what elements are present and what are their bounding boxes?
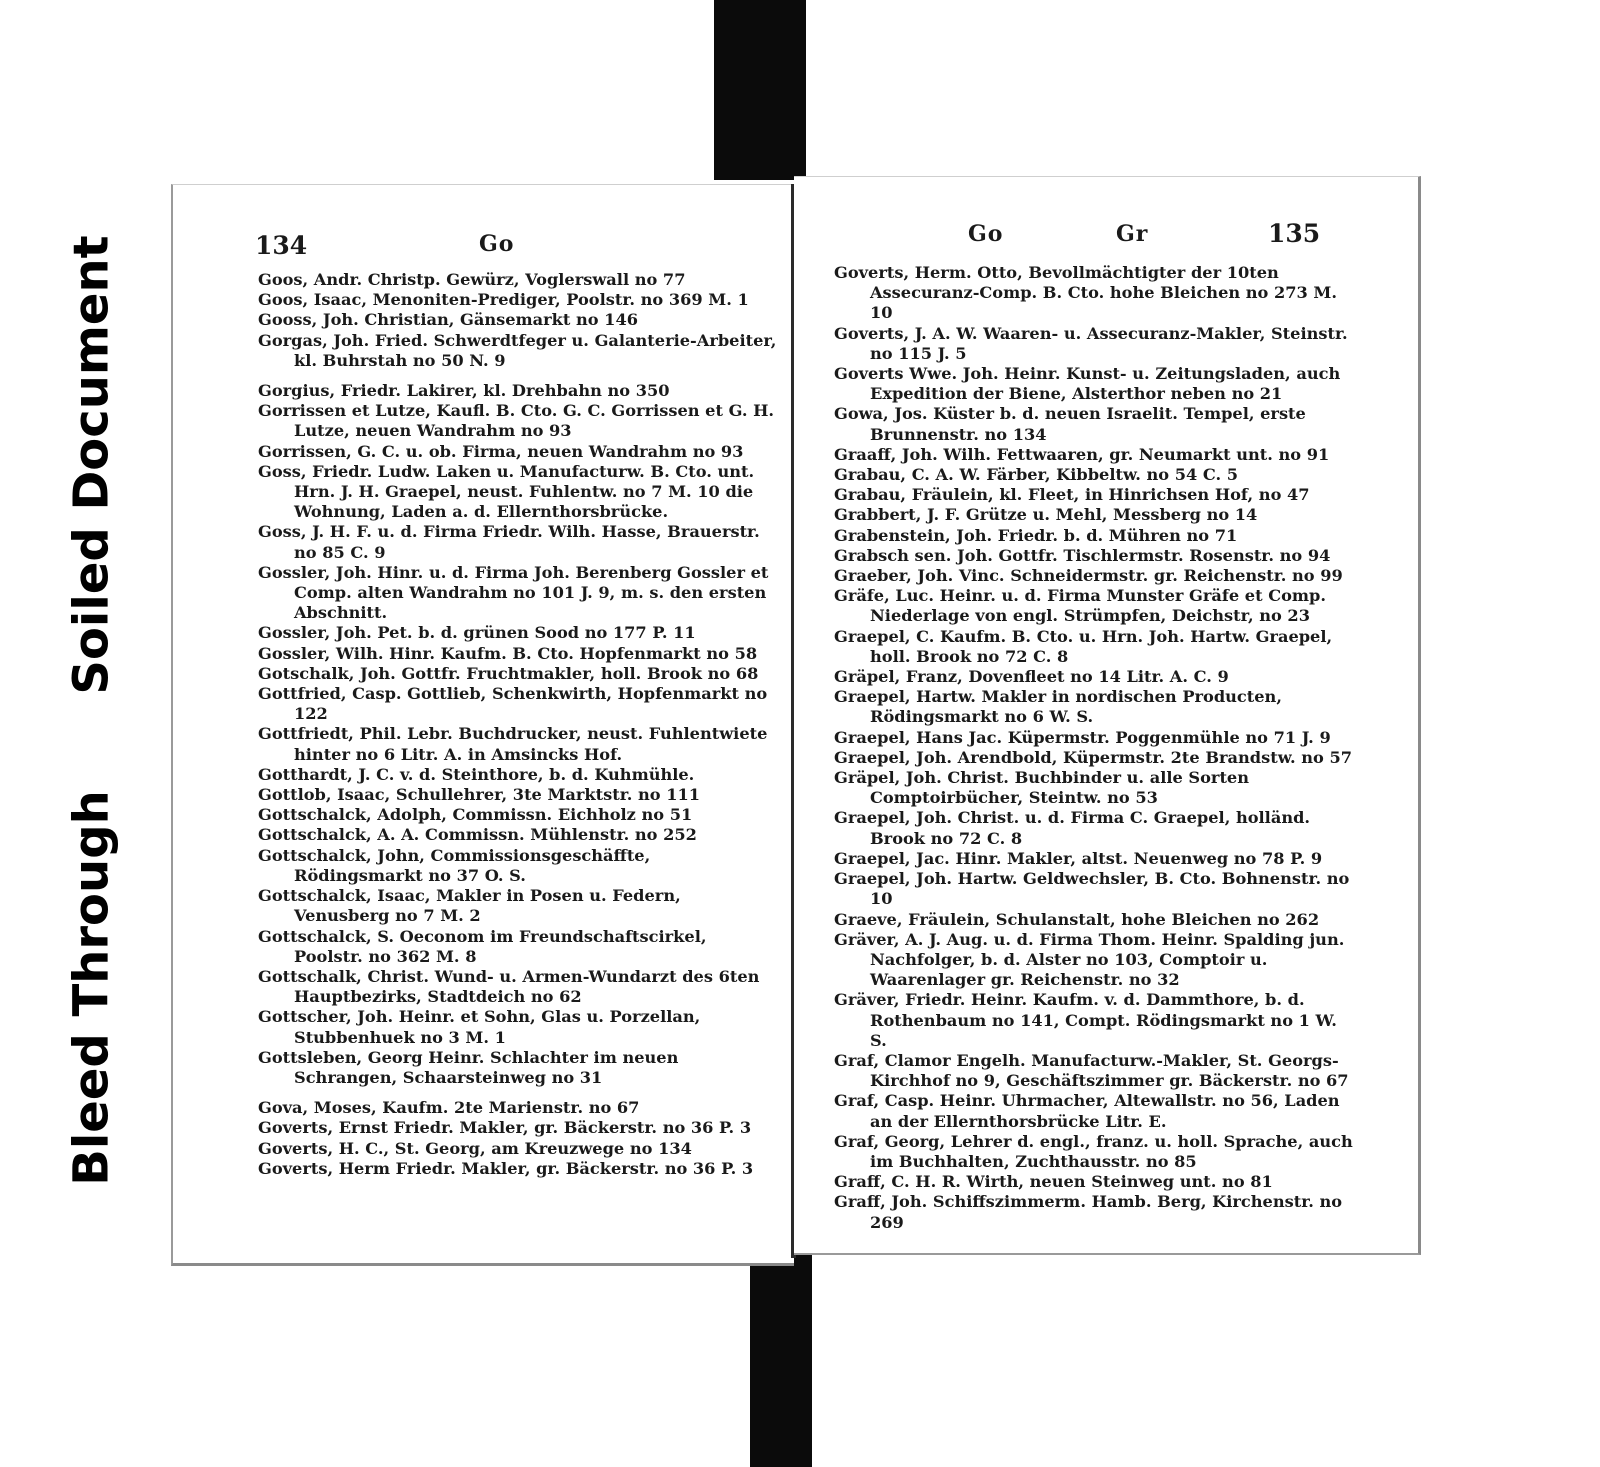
directory-entry: Gottfried, Casp. Gottlieb, Schenkwirth, Hopfenmarkt no 122 [258, 684, 768, 724]
directory-entry: Gräver, Friedr. Heinr. Kaufm. v. d. Dammthore, b. d. Rothenbaum no 141, Compt. Rödingsmarkt no 1 W. S. [834, 990, 1337, 1050]
soiled-document-text: Soiled Document [64, 235, 120, 695]
directory-entry: Gorrissen, G. C. u. ob. Firma, neuen Wandrahm no 93 [258, 441, 744, 461]
directory-entry: Goss, J. H. F. u. d. Firma Friedr. Wilh. Hasse, Brauerstr. no 85 C. 9 [258, 522, 760, 562]
directory-entry: Goverts, J. A. W. Waaren- u. Assecuranz-Makler, Steinstr. no 115 J. 5 [834, 323, 1348, 363]
directory-entry: Goos, Andr. Christp. Gewürz, Voglerswall no 77 [258, 270, 686, 289]
directory-entry: Graepel, Joh. Christ. u. d. Firma C. Graepel, holländ. Brook no 72 C. 8 [834, 808, 1311, 848]
directory-entry: Gräver, A. J. Aug. u. d. Firma Thom. Heinr. Spalding jun. Nachfolger, b. d. Alster no 103, Comptoir u. Waarenlager gr. Reichenstr. no 32 [834, 929, 1345, 990]
directory-entry: Graaff, Joh. Wilh. Fettwaaren, gr. Neumarkt unt. no 91 [834, 444, 1330, 464]
bleed-through-text: Bleed Through [64, 790, 121, 1186]
directory-entry: Gotthardt, J. C. v. d. Steinthore, b. d. Kuhmühle. [258, 764, 695, 784]
directory-entry: Gorgas, Joh. Fried. Schwerdtfeger u. Galanterie-Arbeiter, kl. Buhrstah no 50 N. 9 [258, 330, 777, 370]
directory-entry: Graeber, Joh. Vinc. Schneidermstr. gr. Reichenstr. no 99 [834, 566, 1343, 586]
directory-entry: Grabbert, J. F. Grütze u. Mehl, Messberg no 14 [834, 505, 1258, 525]
right-page-heading-go: Go [968, 221, 1004, 247]
directory-entry: Grabau, C. A. W. Färber, Kibbeltw. no 54 C. 5 [834, 465, 1239, 485]
directory-entry: Gräpel, Franz, Dovenfleet no 14 Litr. A. C. 9 [834, 667, 1229, 687]
binding-strip-bottom [750, 1252, 812, 1467]
binding-strip-top [714, 0, 806, 180]
directory-entry: Gottschalck, S. Oeconom im Freundschaftscirkel, Poolstr. no 362 M. 8 [258, 926, 707, 966]
directory-entry: Gorgius, Friedr. Lakirer, kl. Drehbahn no 350 [258, 381, 670, 401]
left-page-number: 134 [255, 231, 308, 260]
left-page-heading: Go [479, 231, 515, 257]
directory-entry: Graepel, Joh. Arendbold, Küpermstr. 2te Brandstw. no 57 [834, 747, 1353, 767]
directory-entry: Goverts, Ernst Friedr. Makler, gr. Bäckerstr. no 36 P. 3 [258, 1118, 752, 1138]
directory-entry: Graf, Casp. Heinr. Uhrmacher, Altewallstr. no 56, Laden an der Ellernthorsbrücke Litr. E. [834, 1091, 1340, 1131]
directory-entry: Gräfe, Luc. Heinr. u. d. Firma Munster Gräfe et Comp. Niederlage von engl. Strümpfen, Deichstr, no 23 [834, 586, 1326, 626]
directory-entry: Graepel, C. Kaufm. B. Cto. u. Hrn. Joh. Hartw. Graepel, holl. Brook no 72 C. 8 [834, 626, 1333, 666]
directory-entry: Goss, Friedr. Ludw. Laken u. Manufacturw. B. Cto. unt. Hrn. J. H. Graepel, neust. Fuhlentw. no 7 M. 10 die Wohnung, Laden a. d. Ellernthorsbrücke. [258, 461, 755, 522]
directory-entry: Gova, Moses, Kaufm. 2te Marienstr. no 67 [258, 1098, 640, 1118]
right-page-heading-gr: Gr [1116, 221, 1149, 247]
soiled-document-label [32, 196, 152, 734]
directory-entry: Graeve, Fräulein, Schulanstalt, hohe Bleichen no 262 [834, 909, 1320, 929]
directory-entry: Gottschalck, Adolph, Commissn. Eichholz no 51 [258, 805, 693, 825]
directory-entry: Gossler, Wilh. Hinr. Kaufm. B. Cto. Hopfenmarkt no 58 [258, 643, 758, 663]
directory-entry: Graf, Clamor Engelh. Manufacturw.-Makler, St. Georgs-Kirchhof no 9, Geschäftszimmer gr. Bäckerstr. no 67 [834, 1050, 1349, 1091]
right-page-number: 135 [1268, 219, 1321, 248]
directory-entry: Gottschalck, A. A. Commissn. Mühlenstr. no 252 [258, 825, 697, 845]
directory-entry: Gooss, Joh. Christian, Gänsemarkt no 146 [258, 310, 638, 330]
right-page [794, 176, 1421, 1255]
directory-entry: Graf, Georg, Lehrer d. engl., franz. u. holl. Sprache, auch im Buchhalten, Zuchthausstr. no 85 [834, 1131, 1353, 1171]
directory-entry: Graff, Joh. Schiffszimmerm. Hamb. Berg, Kirchenstr. no 269 [834, 1192, 1343, 1232]
directory-entry: Gottscher, Joh. Heinr. et Sohn, Glas u. Porzellan, Stubbenhuek no 3 M. 1 [258, 1007, 701, 1047]
directory-entry: Grabsch sen. Joh. Gottfr. Tischlermstr. Rosenstr. no 94 [834, 545, 1331, 565]
directory-entry: Grabau, Fräulein, kl. Fleet, in Hinrichsen Hof, no 47 [834, 485, 1310, 505]
directory-entry: Graepel, Hans Jac. Küpermstr. Poggenmühle no 71 J. 9 [834, 727, 1331, 747]
directory-entry: Gottschalck, Isaac, Makler in Posen u. Federn, Venusberg no 7 M. 2 [258, 886, 681, 926]
directory-entry: Graepel, Joh. Hartw. Geldwechsler, B. Cto. Bohnenstr. no 10 [834, 869, 1350, 909]
right-entry-list [834, 263, 1359, 1233]
directory-entry: Goverts, Herm. Otto, Bevollmächtigter der 10ten Assecuranz-Comp. B. Cto. hohe Bleichen no 273 M. 10 [834, 263, 1337, 323]
directory-entry: Graepel, Jac. Hinr. Makler, altst. Neuenweg no 78 P. 9 [834, 848, 1323, 868]
directory-entry: Goos, Isaac, Menoniten-Prediger, Poolstr. no 369 M. 1 [258, 290, 749, 310]
directory-entry: Gottlob, Isaac, Schullehrer, 3te Marktstr. no 111 [258, 785, 701, 805]
directory-entry: Goverts, H. C., St. Georg, am Kreuzwege no 134 [258, 1138, 692, 1158]
directory-entry: Gossler, Joh. Hinr. u. d. Firma Joh. Berenberg Gossler et Comp. alten Wandrahm no 101 J. 9, m. s. den ersten Abschnitt. [258, 562, 769, 623]
left-page [171, 184, 794, 1266]
directory-entry: Gotschalk, Joh. Gottfr. Fruchtmakler, holl. Brook no 68 [258, 663, 759, 683]
directory-entry: Gottschalk, Christ. Wund- u. Armen-Wundarzt des 6ten Hauptbezirks, Stadtdeich no 62 [258, 966, 760, 1007]
directory-entry: Gräpel, Joh. Christ. Buchbinder u. alle Sorten Comptoirbücher, Steintw. no 53 [834, 768, 1249, 808]
directory-entry: Gottsleben, Georg Heinr. Schlachter im neuen Schrangen, Schaarsteinweg no 31 [258, 1047, 679, 1087]
directory-entry: Graepel, Hartw. Makler in nordischen Producten, Rödingsmarkt no 6 W. S. [834, 687, 1282, 727]
directory-entry: Grabenstein, Joh. Friedr. b. d. Mühren no 71 [834, 525, 1238, 545]
directory-entry: Goverts, Herm Friedr. Makler, gr. Bäckerstr. no 36 P. 3 [258, 1158, 754, 1178]
directory-entry: Gorrissen et Lutze, Kaufl. B. Cto. G. C. Gorrissen et G. H. Lutze, neuen Wandrahm no 93 [258, 401, 775, 441]
directory-entry: Gowa, Jos. Küster b. d. neuen Israelit. Tempel, erste Brunnenstr. no 134 [834, 404, 1306, 444]
directory-entry: Gottfriedt, Phil. Lebr. Buchdrucker, neust. Fuhlentwiete hinter no 6 Litr. A. in Amsincks Hof. [258, 724, 768, 764]
left-entry-list [258, 270, 778, 1179]
bleed-through-label [32, 742, 152, 1234]
directory-entry: Goverts Wwe. Joh. Heinr. Kunst- u. Zeitungsladen, auch Expedition der Biene, Alsterthor neben no 21 [834, 364, 1341, 404]
directory-entry: Graff, C. H. R. Wirth, neuen Steinweg unt. no 81 [834, 1172, 1273, 1192]
directory-entry: Gossler, Joh. Pet. b. d. grünen Sood no 177 P. 11 [258, 623, 696, 643]
directory-entry: Gottschalck, John, Commissionsgeschäffte, Rödingsmarkt no 37 O. S. [258, 845, 651, 885]
